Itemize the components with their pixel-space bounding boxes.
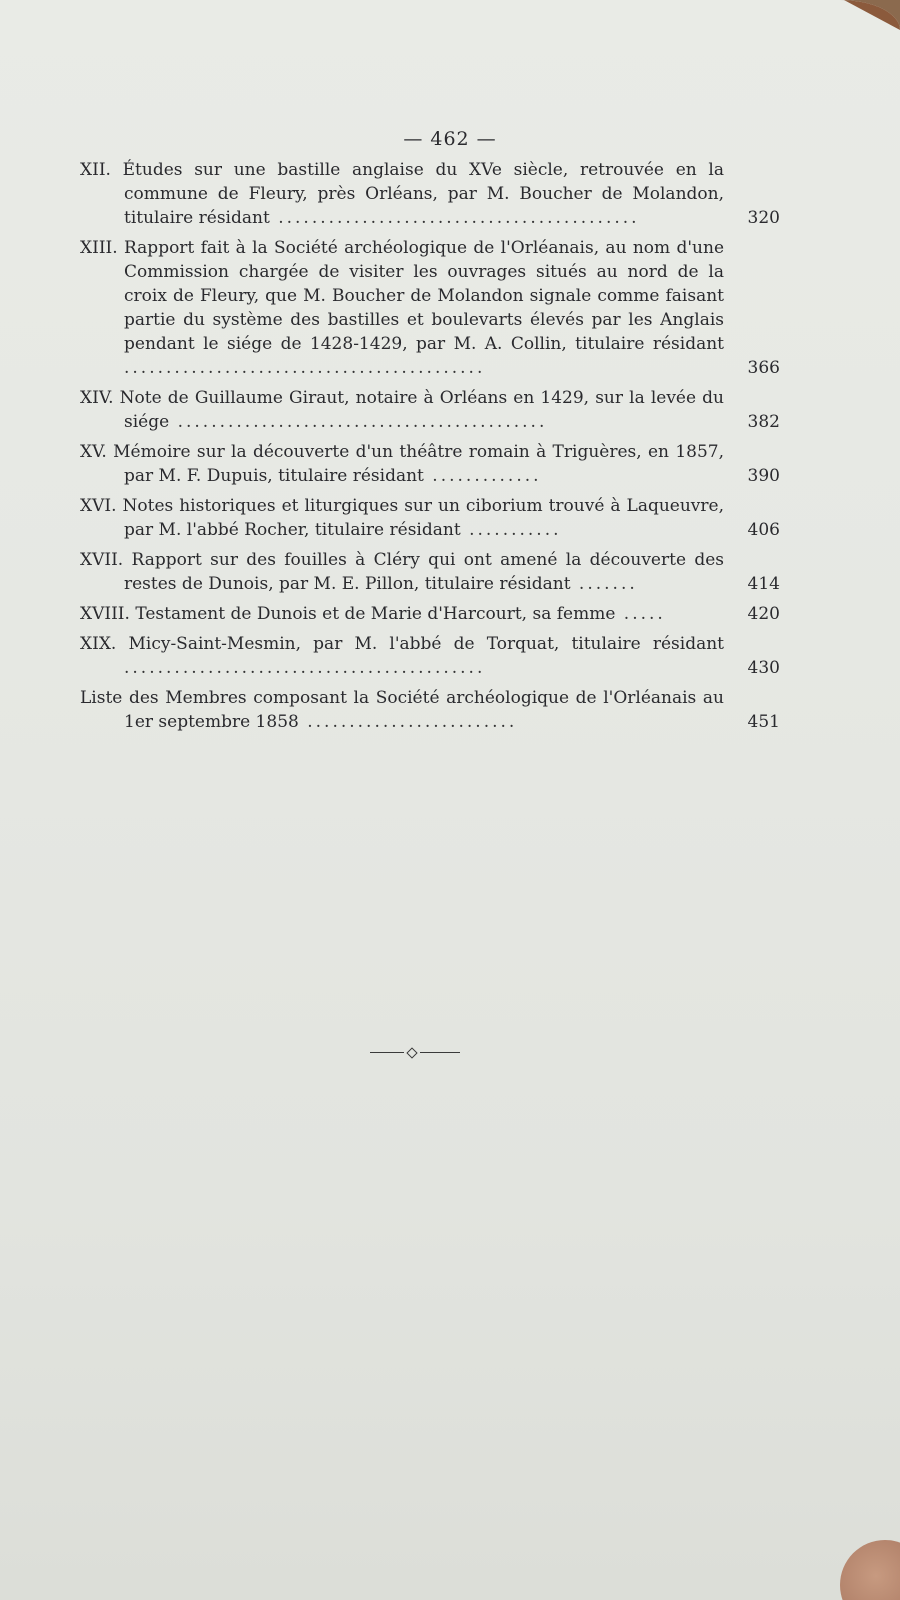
thumb-shadow (840, 1540, 900, 1600)
dot-leaders: ............................................ (169, 412, 548, 432)
page-number: — 462 — (403, 128, 497, 150)
toc-entry-xii (80, 158, 780, 230)
toc-entry-xvii (80, 548, 780, 596)
entry-title: XV. Mémoire sur la découverte d'un théâtre romain à Triguères, en 1857, par M. F. Dupuis, titulaire résidant (80, 442, 724, 486)
dot-leaders: ............. (423, 466, 542, 486)
toc-entry-xv (80, 440, 780, 488)
entry-page-ref: 414 (747, 574, 780, 594)
dot-leaders: ......................... (298, 712, 518, 732)
entry-title: XVI. Notes historiques et liturgiques sur un ciborium trouvé à Laqueuvre, par M. l'abbé Rocher, titulaire résidant (80, 496, 724, 540)
entry-title: XVIII. Testament de Dunois et de Marie d'Harcourt, sa femme (80, 604, 616, 624)
dot-leaders: ..... (615, 604, 666, 624)
ornament-line-left (370, 1052, 404, 1053)
dot-leaders: ........................................... (124, 658, 486, 678)
page-corner (820, 0, 900, 30)
entry-page-ref: 390 (747, 466, 780, 486)
toc-entry-liste-membres (80, 686, 780, 734)
ornament-diamond (406, 1047, 417, 1058)
entry-title: XVII. Rapport sur des fouilles à Cléry qui ont amené la découverte des restes de Dunois, par M. E. Pillon, titulaire résidant (80, 550, 724, 594)
entry-title: XII. Études sur une bastille anglaise du XVe siècle, retrouvée en la commune de Fleury, près Orléans, par M. Boucher de Molandon, titulaire résidant (80, 160, 724, 228)
dot-leaders: ........................................... (269, 208, 640, 228)
entry-page-ref: 451 (747, 712, 780, 732)
entry-page-ref: 406 (747, 520, 780, 540)
ornament-line-right (420, 1052, 460, 1053)
toc-entry-xix (80, 632, 780, 680)
end-ornament (370, 1046, 460, 1060)
toc-entry-xviii (80, 602, 780, 626)
entry-title: XIX. Micy-Saint-Mesmin, par M. l'abbé de Torquat, titulaire résidant (80, 634, 724, 654)
table-of-contents (80, 158, 780, 740)
entry-page-ref: 320 (747, 208, 780, 228)
dot-leaders: ........... (460, 520, 562, 540)
entry-page-ref: 382 (747, 412, 780, 432)
entry-page-ref: 366 (747, 358, 780, 378)
entry-page-ref: 430 (747, 658, 780, 678)
entry-title: XIII. Rapport fait à la Société archéologique de l'Orléanais, au nom d'une Commission chargée de visiter les ouvrages situés au nord de la croix de Fleury, que M. Boucher de Molandon signale comme faisant partie du système des bastilles et boulevarts élevés par les Anglais pendant le siége de 1428-1429, par M. A. Collin, titulaire résidant (80, 238, 724, 354)
dot-leaders: ........................................... (124, 358, 486, 378)
toc-entry-xiii (80, 236, 780, 380)
entry-title: XIV. Note de Guillaume Giraut, notaire à Orléans en 1429, sur la levée du siége (80, 388, 724, 432)
dot-leaders: ....... (570, 574, 638, 594)
entry-page-ref: 420 (747, 604, 780, 624)
entry-title: Liste des Membres composant la Société archéologique de l'Orléanais au 1er septembre 1858 (80, 688, 724, 732)
toc-entry-xiv (80, 386, 780, 434)
toc-entry-xvi (80, 494, 780, 542)
